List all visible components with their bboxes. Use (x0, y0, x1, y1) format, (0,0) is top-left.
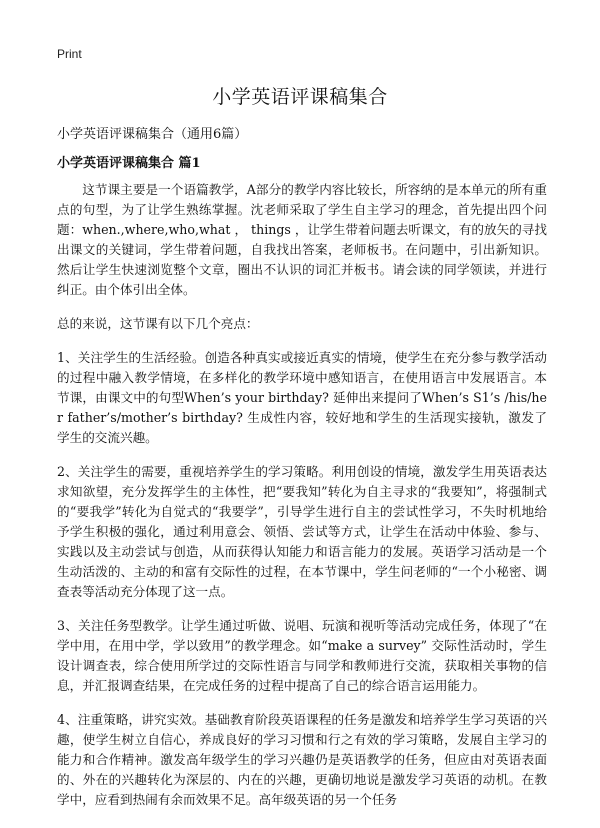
section-heading: 小学英语评课稿集合 篇1 (57, 156, 201, 171)
document-body (57, 180, 547, 820)
paragraph-point-1: 1、关注学生的生活经验。创造各种真实或接近真实的情境，使学生在充分参与教学活动的过程中融入教学情境，在多样化的教学环境中感知语言，在使用语言中发展语言。本节课，由课文中的句型When’s your birthday? 延伸出来提问了When’s S1’s /his/her father’s/mother’s birthday? 生成性内容，较好地和学生的生活现实接轨，激发了学生的交流兴趣。 (57, 350, 547, 445)
paragraph-point-3: 3、关注任务型教学。让学生通过听做、说唱、玩演和视听等活动完成任务，体现了“在学中用，在用中学，学以致用”的教学理念。如“make a survey” 交际性活动时，学生设计调查表，综合使用所学过的交际性语言与同学和教师进行交流，获取相关事物的信息，并汇报调查结果，在完成任务的过程中提高了自己的综合语言运用能力。 (57, 618, 547, 693)
paragraph-point-4: 4、注重策略，讲究实效。基础教育阶段英语课程的任务是激发和培养学生学习英语的兴趣，使学生树立自信心，养成良好的学习习惯和行之有效的学习策略，发展自主学习的能力和合作精神。激发高年级学生的学习兴趣仍是英语教学的任务，但应由对英语表面的、外在的兴趣转化为深层的、内在的兴趣，更确切地说是激发学习英语的动机。在教学中，应看到热闹有余而效果不足。高年级英语的另一个任务 (57, 712, 547, 807)
paragraph-intro: 这节课主要是一个语篇教学，A部分的教学内容比较长，所容纳的是本单元的所有重点的句型，为了让学生熟练掌握。沈老师采取了学生自主学习的理念，首先提出四个问题：when.,where,who,what ， things ，让学生带着问题去听课文，有的放矢的寻找出课文的关键词，学生带着问题，自我找出答案，老师板书。在问题中，引出新知识。然后让学生快速浏览整个文章，圈出不认识的词汇并板书。请会读的同学领读，并进行纠正。由个体引出全体。 (57, 182, 547, 297)
print-link[interactable]: Print (57, 47, 82, 61)
paragraph-point-2: 2、关注学生的需要，重视培养学生的学习策略。利用创设的情境，激发学生用英语表达求知欲望，充分发挥学生的主体性，把“要我知”转化为自主寻求的“我要知”，将强制式的“要我学”转化为自觉式的“我要学”，引导学生进行自主的尝试性学习，不失时机地给予学生积极的强化，通过利用意会、领悟、尝试等方式，让学生在活动中体验、参与、实践以及主动尝试与创造，从而获得认知能力和语言能力的发展。英语学习活动是一个生动活泼的、主动的和富有交际性的过程，在本节课中，学生问老师的“一个小秘密、调查表等活动充分体现了这一点。 (57, 464, 547, 599)
document-title: 小学英语评课稿集合 (212, 86, 388, 108)
document-subtitle: 小学英语评课稿集合（通用6篇） (57, 127, 248, 142)
paragraph-summary: 总的来说，这节课有以下几个亮点： (57, 316, 259, 331)
